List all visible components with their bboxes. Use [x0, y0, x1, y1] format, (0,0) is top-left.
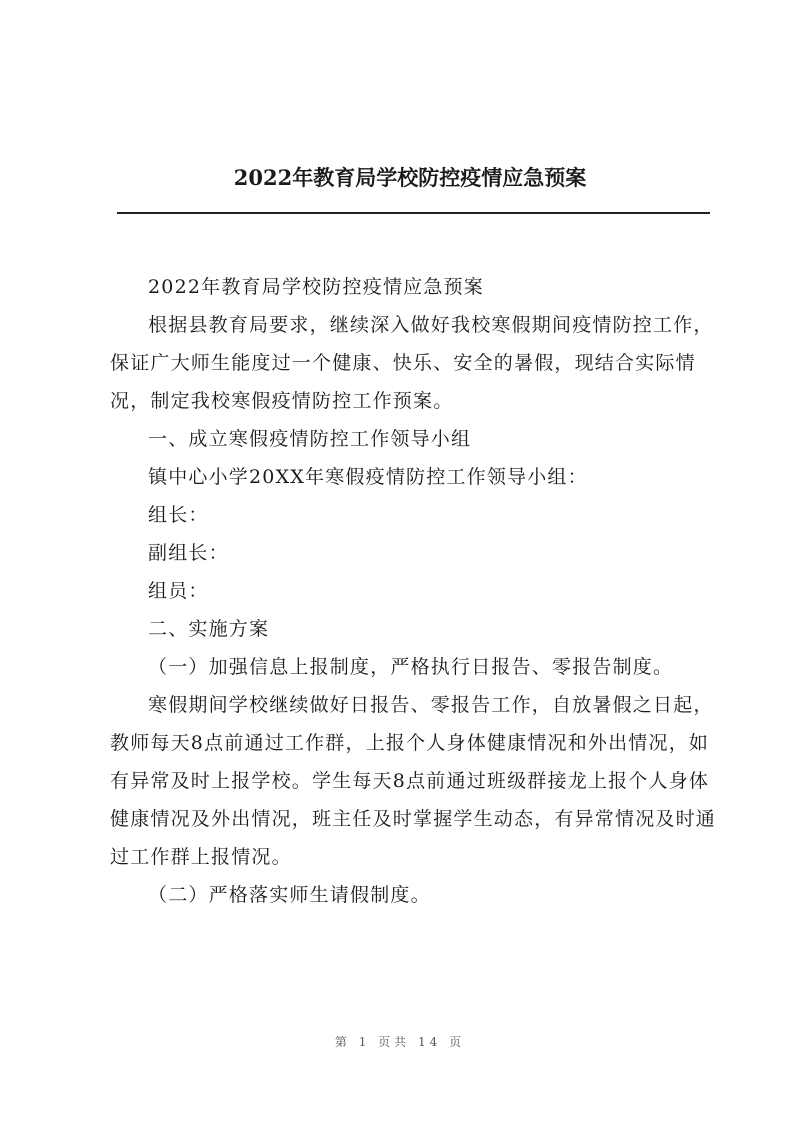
- paragraph-subsection-1: （一）加强信息上报制度，严格执行日报告、零报告制度。: [148, 656, 674, 678]
- paragraph-section-2: 二、实施方案: [148, 618, 270, 640]
- paragraph-heading: 2022年教育局学校防控疫情应急预案: [148, 276, 484, 298]
- paragraph-deputy-leader: 副组长：: [148, 542, 229, 564]
- page-footer: 第 1 页共 14 页: [334, 1035, 466, 1049]
- paragraph-reporting-details: 寒假期间学校继续做好日报告、零报告工作，自放暑假之日起，教师每天8点前通过工作群，上报个人身体健康情况和外出情况，如有异常及时上报学校。学生每天8点前通过班级群接龙上报个人身体健康情况及外出情况，班主任及时掌握学生动态，有异常情况及时通过工作群上报情况。: [110, 694, 717, 868]
- paragraph-leader: 组长：: [148, 504, 209, 526]
- paragraph-intro: 根据县教育局要求，继续深入做好我校寒假期间疫情防控工作，保证广大师生能度过一个健康、快乐、安全的暑假，现结合实际情况，制定我校寒假疫情防控工作预案。: [110, 314, 714, 412]
- document-body: [110, 268, 720, 914]
- paragraph-subsection-2: （二）严格落实师生请假制度。: [148, 884, 431, 906]
- paragraph-group-name: 镇中心小学20XX年寒假疫情防控工作领导小组：: [148, 466, 588, 488]
- document-title: 2022年教育局学校防控疫情应急预案: [233, 165, 587, 190]
- paragraph-members: 组员：: [148, 580, 209, 602]
- paragraph-section-1: 一、成立寒假疫情防控工作领导小组: [148, 428, 472, 450]
- title-divider: [117, 212, 710, 214]
